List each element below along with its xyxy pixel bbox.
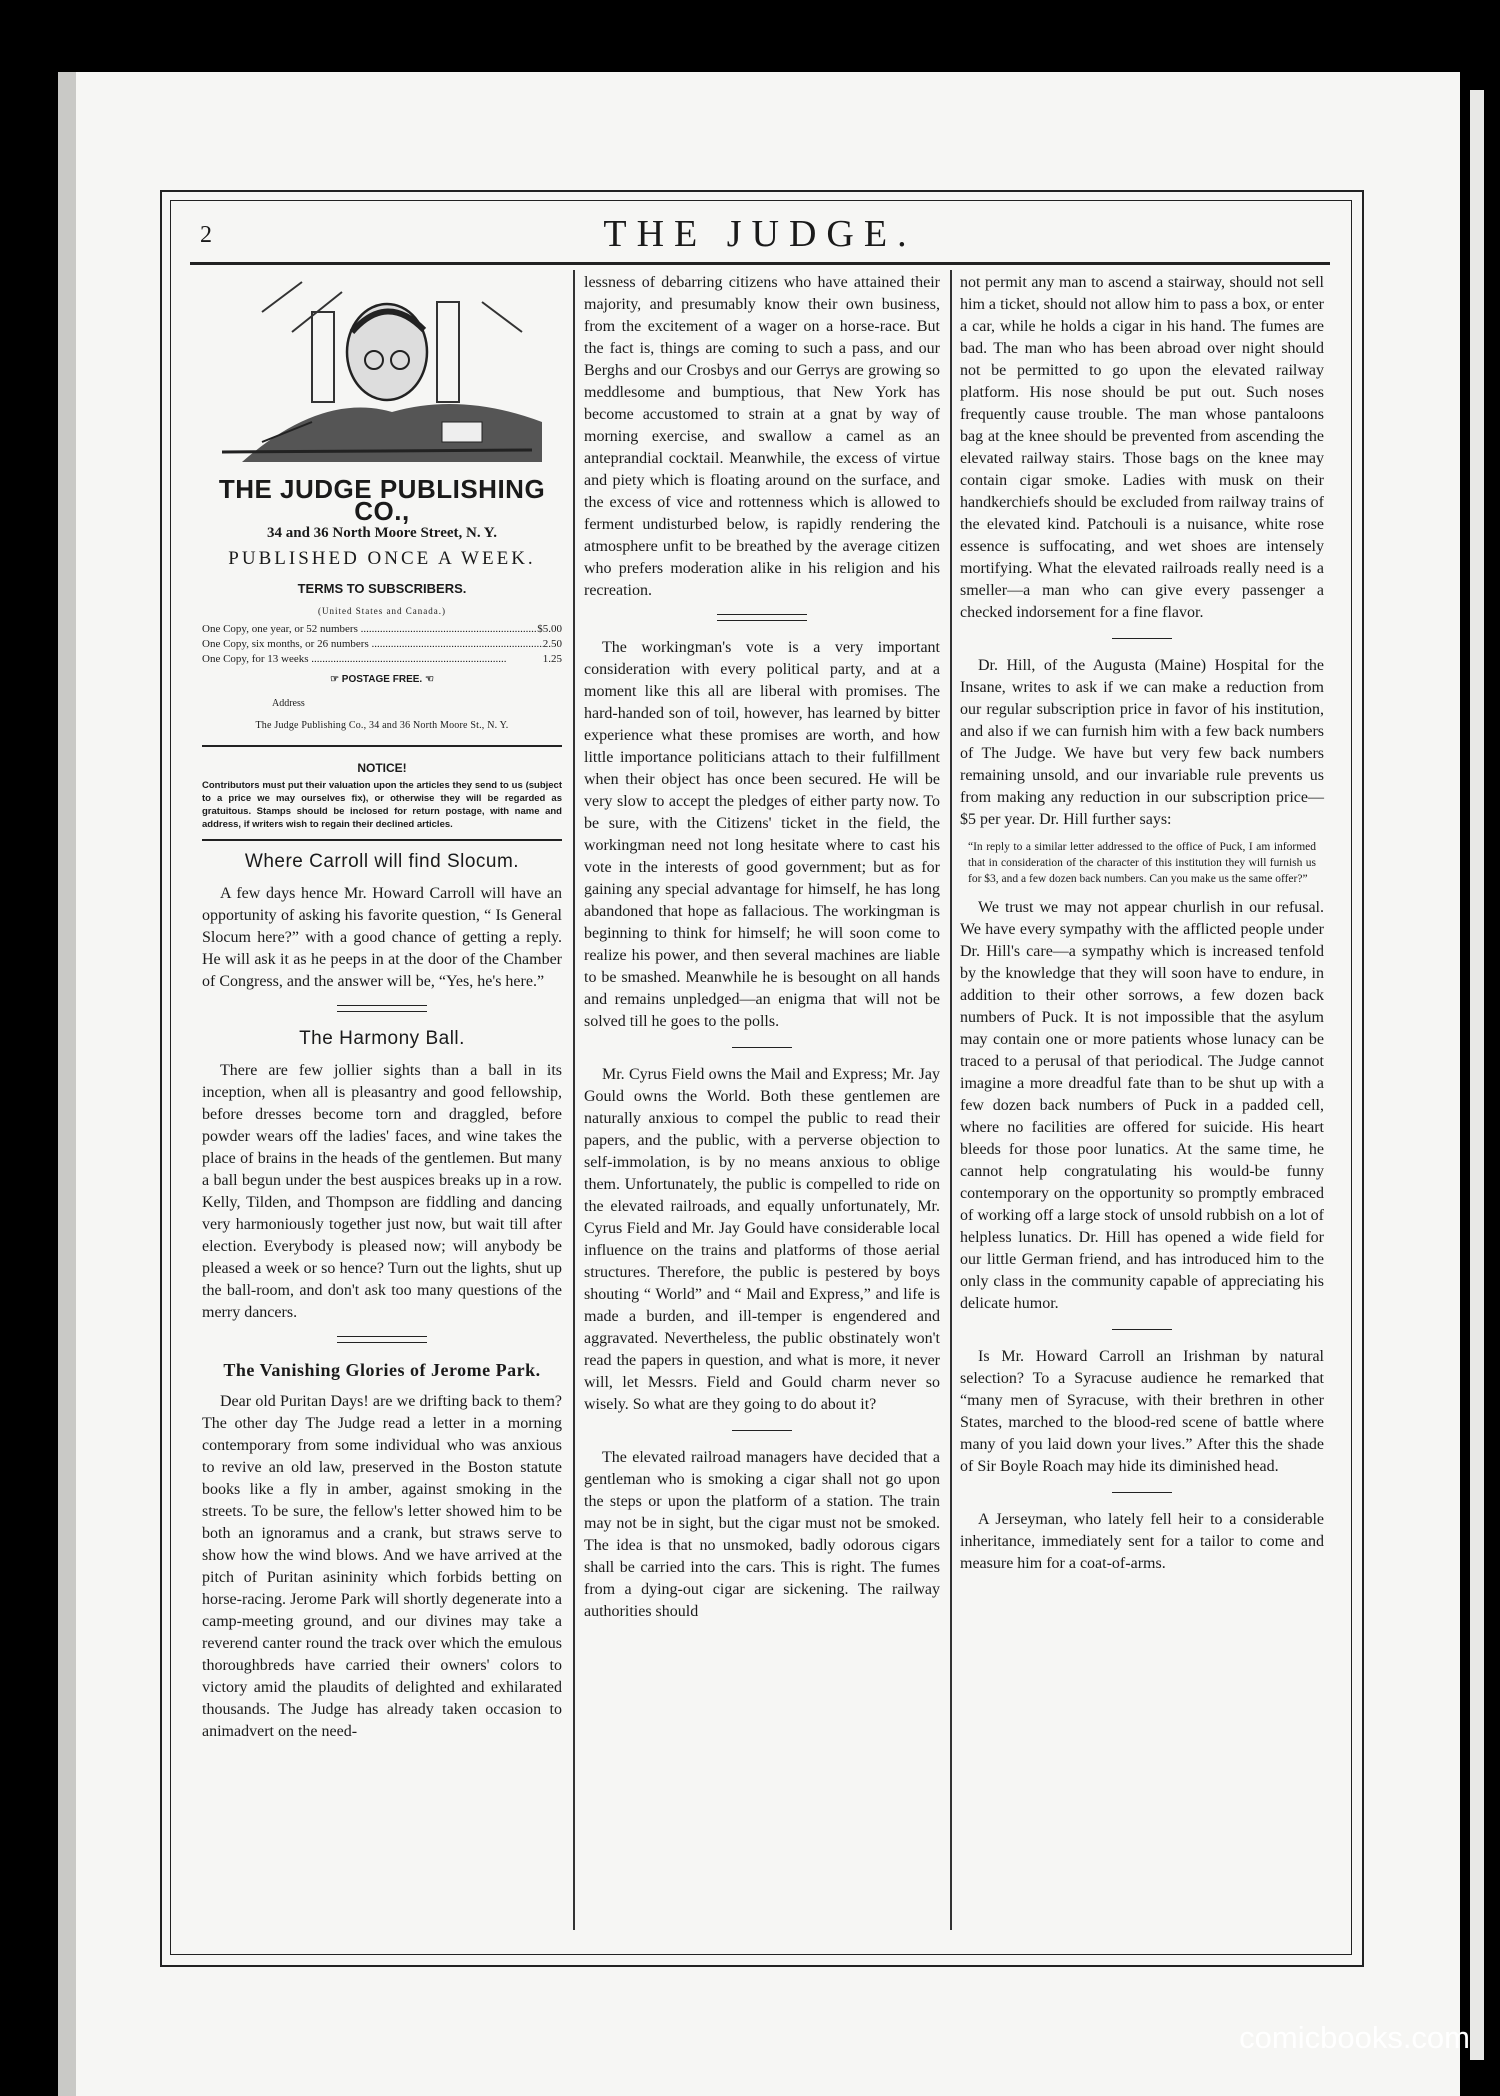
publication-frequency: PUBLISHED ONCE A WEEK. xyxy=(228,548,536,569)
section-divider xyxy=(337,1336,427,1343)
judge-illustration xyxy=(202,272,562,472)
masthead-title: THE JUDGE. xyxy=(603,213,917,255)
section-divider xyxy=(337,1005,427,1012)
article-paragraph: Dear old Puritan Days! are we drifting back to them? The other day The Judge read a letter in a morning contemporary from some individual who was anxious to revive an old law, preserved in the Boston statute books like a fly in amber, against smoking in the streets. To be sure, the fellow's letter showed him to be both an ignoramus and a crank, but straws serve to show how the wind blows. And we have arrived at the pitch of Puritan asininity which forbids betting on horse-racing. Jerome Park will shortly degenerate into a camp-meeting ground, and our divines may take a reverend canter round the track over which the emulous thoroughbreds have carried their owners' colors to victory amid the plaudits of delighted and exhilarated thousands. The Judge has already taken occasion to animadvert on the need- xyxy=(202,1393,562,1740)
price-row: One Copy, one year, or 52 numbers ..... $5.00 xyxy=(202,622,562,637)
article-paragraph: Is Mr. Howard Carroll an Irishman by natural selection? To a Syracuse audience he remarked that “many men of Syracuse, with their brethren in other States, marched to the blood-red scene of battle where many of you laid down your lives.” After this the shade of Sir Boyle Roach may hide its diminished head. xyxy=(960,1348,1324,1475)
postage-note: ☞ POSTAGE FREE. ☜ xyxy=(330,674,434,685)
article-paragraph: A Jerseyman, who lately fell heir to a considerable inheritance, immediately sent for a tailor to come and measure him for a coat-of-arms. xyxy=(960,1511,1324,1572)
price-row: One Copy, six months, or 26 numbers ..... 2.50 xyxy=(202,637,562,652)
column-1 xyxy=(202,272,562,1751)
section-rule xyxy=(202,745,562,747)
article-paragraph: We trust we may not appear churlish in our refusal. We have every sympathy with the afflicted people under Dr. Hill's care—a sympathy which is increased tenfold by the knowledge that they will soon have to endure, in addition to their other sorrows, a few dozen back numbers of Puck. It is not impossible that the asylum may contain one or more patients whose lunacy can be traced to a perusal of that periodical. The Judge cannot imagine a more dreadful fate than to be shut up with a few dozen back numbers of Puck in a padded cell, where no facilities are offered for suicide. His heart bleeds for those poor lunatics. At the same time, he cannot help congratulating his would-be funny contemporary on the opportunity so promptly embraced of working off a large stock of unsold rubbish on a lot of helpless lunatics. Dr. Hill has opened a wide field for our little German friend, and has introduced him to the only class in the community capable of appreciating his delicate humor. xyxy=(960,899,1324,1312)
column-rule xyxy=(573,270,575,1930)
article-paragraph: There are few jollier sights than a ball in its inception, when all is pleasantry and good fellowship, before dresses become torn and draggled, before powder wears off the ladies' faces, and wine takes the place of brains in the heads of the gentlemen. But many a ball begun under the best auspices breaks up in a row. Kelly, Tilden, and Thompson are fiddling and dancing very harmoniously together just now, but wait till after election. Everybody is pleased now; will anybody be pleased a week or so hence? Turn out the lights, shut up the ball-room, and don't ask too many questions of the merry dancers. xyxy=(202,1062,562,1321)
section-rule xyxy=(732,1430,792,1431)
article-headline: The Vanishing Glories of Jerome Park. xyxy=(223,1360,541,1380)
article-paragraph: lessness of debarring citizens who have attained their majority, and presumably know their own business, from the excitement of a wager on a horse-race. But the fact is, things are coming to such a pass, and our Berghs and our Crosbys and our Gerrys are growing so meddlesome and bumptious, that New York has become accustomed to strain at a gnat by way of morning exercise, and swallow a camel as an anteprandial cocktail. Meanwhile, the excess of virtue and piety which is floating around on the surface, and the excess of vice and rottenness which is allowed to ferment undisturbed below, is rapidly rendering the atmosphere unfit to be breathed by the average citizen who prefers moderation alike in his religion and his recreation. xyxy=(584,274,940,599)
address-full: The Judge Publishing Co., 34 and 36 North Moore St., N. Y. xyxy=(255,720,509,731)
page-number: 2 xyxy=(200,222,212,248)
address-label: Address xyxy=(272,698,305,709)
section-divider xyxy=(717,614,807,621)
publisher-name: THE JUDGE PUBLISHING CO., xyxy=(218,474,546,526)
terms-subheading: (United States and Canada.) xyxy=(318,606,446,616)
publisher-address: 34 and 36 North Moore Street, N. Y. xyxy=(267,525,497,541)
site-watermark: comicbooks.com xyxy=(1239,2020,1470,2055)
article-headline: Where Carroll will find Slocum. xyxy=(244,851,520,872)
article-paragraph: Dr. Hill, of the Augusta (Maine) Hospital for the Insane, writes to ask if we can make a reduction from our regular subscription price in favor of his institution, and also if we can furnish him with a few back numbers of The Judge. We have but very few back numbers remaining unsold, and our invariable rule prevents us from making any reduction in our subscription price—$5 per year. Dr. Hill further says: xyxy=(960,657,1324,828)
article-paragraph: Mr. Cyrus Field owns the Mail and Express; Mr. Jay Gould owns the World. Both these gentlemen are naturally anxious to compel the public to read their papers, and the public, with a perverse objection to self-immolation, is by no means anxious to oblige them. Unfortunately, the public is compelled to ride on the elevated railroads, and equally unfortunately, Mr. Cyrus Field and Mr. Jay Gould have considerable local influence on the trains and platforms of those aerial structures. Therefore, the public is pestered by boys shouting “ World” and “ Mail and Express,” and life is made a burden, and ill-temper is engendered and aggravated. Nevertheless, the public obstinately won't read the papers in question, and what is more, it never will, let Messrs. Field and Gould charm never so wisely. So what are they going to do about it? xyxy=(584,1066,940,1413)
article-paragraph: not permit any man to ascend a stairway, should not sell him a ticket, should not allow him to pass a box, or enter a car, while he holds a cigar in his hand. The fumes are bad. The man who has been abroad over night should not be permitted to go upon the elevated railway platform. His nose should be put out. Such noses frequently cause trouble. The man whose pantaloons bag at the knee should be prevented from ascending the elevated railway stairs. Those bags on the knee may contain cigar smoke. Ladies with musk on their handkerchiefs should be excluded from railway trains of the elevated kind. Patchouli is a nuisance, white rose essence is suffocating, and wet shoes are intensely mortifying. What the elevated railroads really need is a smeller—a man who can give every passenger a checked indorsement for a fine flavor. xyxy=(960,274,1324,621)
notice-body: Contributors must put their valuation upon the articles they send to us (subject to a price we may ourselves fix), or otherwise they will be regarded as gratuitous. Stamps should be inclosed for return postage, with name and address, if writers wish to regain their declined articles. xyxy=(202,780,562,830)
article-headline: The Harmony Ball. xyxy=(299,1028,465,1049)
section-rule xyxy=(1112,1492,1172,1493)
article-paragraph: A few days hence Mr. Howard Carroll will have an opportunity of asking his favorite question, “ Is General Slocum here?” with a good chance of getting a reply. He will ask it as he peeps in at the door of the Chamber of Congress, and the answer will be, “Yes, he's here.” xyxy=(202,885,562,990)
page-header xyxy=(190,212,1330,262)
notice-heading: NOTICE! xyxy=(357,761,407,775)
next-page-edge xyxy=(1470,90,1484,2060)
column-3 xyxy=(960,272,1324,1583)
page-gutter xyxy=(58,72,76,2096)
column-rule xyxy=(950,270,952,1930)
publisher-box xyxy=(202,474,562,737)
article-paragraph: The elevated railroad managers have decided that a gentleman who is smoking a cigar shall not go upon the steps or upon the platform of a station. The train may not be in sight, but the cigar must not be smoked. The idea is that no unsmoked, badly odorous cigars shall be carried into the cars. This is right. The fumes from a dying-out cigar are sickening. The railway authorities should xyxy=(584,1449,940,1620)
section-rule xyxy=(1112,638,1172,639)
section-rule xyxy=(732,1047,792,1048)
column-2 xyxy=(584,272,940,1631)
section-rule xyxy=(1112,1329,1172,1330)
section-rule xyxy=(202,839,562,841)
header-rule xyxy=(190,262,1330,265)
price-row: One Copy, for 13 weeks ..... 1.25 xyxy=(202,652,562,667)
terms-heading: TERMS TO SUBSCRIBERS. xyxy=(297,581,467,596)
quoted-letter: “In reply to a similar letter addressed to the office of Puck, I am informed that in consideration of the character of this institution they will furnish us for $3, and a few dozen back numbers. Can you make us the same offer?” xyxy=(968,841,1316,885)
article-paragraph: The workingman's vote is a very important consideration with every political party, and at a moment like this all are liberal with promises. The hard-handed son of toil, however, has learned by bitter experience what these promises are worth, and how little importance politicians attach to their fulfillment when their object has once been secured. He will be very slow to accept the pledges of either party now. To be sure, with the Citizens' ticket in the field, the workingman need not long hesitate where to cast his vote in the interests of good government; but as for gaining any special advantage for himself, he has long abandoned that hope as fallacious. The workingman is beginning to think for himself; he will soon come to realize his power, and then several machines are liable to be smashed. Meanwhile he is besought on all hands and remains unpledged—an enigma that will not be solved till he goes to the polls. xyxy=(584,639,940,1030)
